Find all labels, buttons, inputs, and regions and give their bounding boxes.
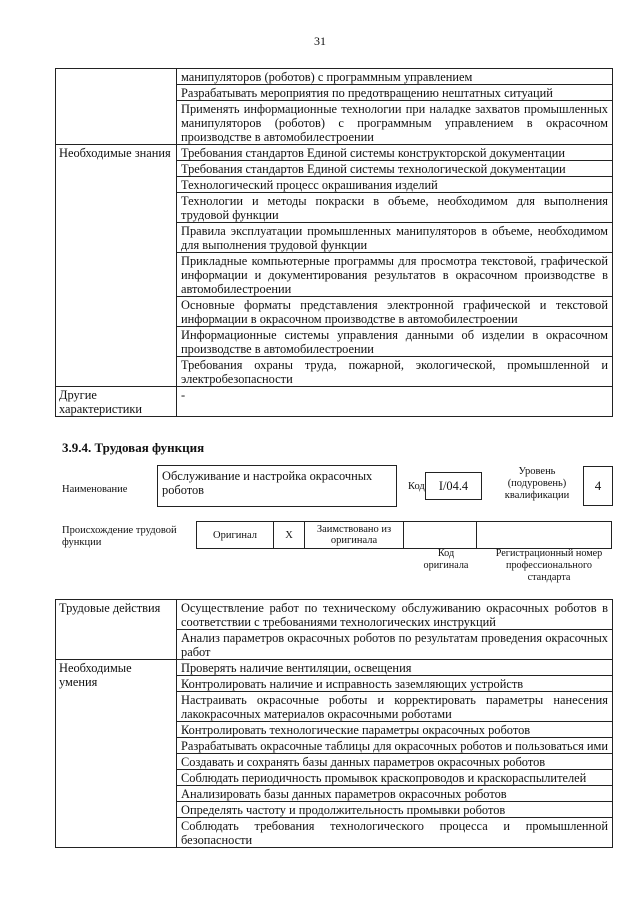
table-cell: Контролировать наличие и исправность заземляющих устройств: [177, 676, 613, 692]
table-cell: Требования стандартов Единой системы конструкторской документации: [177, 145, 613, 161]
table-cell: Осуществление работ по техническому обслуживанию окрасочных роботов в соответствии с требованиями технологических инструкций: [177, 600, 613, 630]
section-heading: 3.9.4. Трудовая функция: [62, 440, 205, 455]
level-value-box: 4: [583, 466, 613, 506]
table-cell: Проверять наличие вентиляции, освещения: [177, 660, 613, 676]
page-number: 31: [314, 34, 326, 48]
knowledge-table: [55, 68, 613, 417]
row-label-other: Другие характеристики: [56, 387, 177, 417]
row-label-skills: Необходимые умения: [56, 660, 177, 848]
table-cell: Прикладные компьютерные программы для просмотра текстовой, графической информации и документирования результатов в окрасочном производстве в автомобилестроении: [177, 253, 613, 297]
table-cell: Определять частоту и продолжительность промывки роботов: [177, 802, 613, 818]
level-label: Уровень (подуровень) квалификации: [504, 466, 570, 501]
table-cell: Разрабатывать мероприятия по предотвращению нештатных ситуаций: [177, 85, 613, 101]
borrowed-label: Заимствовано из оригинала: [305, 522, 404, 549]
row-label-knowledge: Необходимые знания: [56, 145, 177, 387]
table-cell: Соблюдать требования технологического процесса и промышленной безопасности: [177, 818, 613, 848]
function-name-box: Обслуживание и настройка окрасочных роботов: [157, 465, 397, 507]
table-row: [56, 600, 613, 630]
table-cell: -: [177, 387, 613, 417]
row-label: [56, 69, 177, 145]
original-label: Оригинал: [197, 522, 274, 549]
reg-number-cell: [477, 522, 612, 549]
table-cell: Информационные системы управления данными об изделии в окрасочном производстве в автомобилестроении: [177, 327, 613, 357]
name-label: Наименование: [62, 484, 128, 495]
row-label-actions: Трудовые действия: [56, 600, 177, 660]
reg-number-caption: Регистрационный номер профессионального стандарта: [495, 548, 603, 583]
actions-skills-table: [55, 599, 613, 848]
table-cell: Применять информационные технологии при наладке захватов промышленных манипуляторов (роботов) с программным управлением в окрасочном производстве в автомобилестроении: [177, 101, 613, 145]
table-cell: Настраивать окрасочные роботы и корректировать параметры нанесения лакокрасочных материалов окрасочными роботами: [177, 692, 613, 722]
table-cell: Технологии и методы покраски в объеме, необходимом для выполнения трудовой функции: [177, 193, 613, 223]
original-code-cell: [404, 522, 477, 549]
table-cell: Разрабатывать окрасочные таблицы для окрасочных роботов и пользоваться ими: [177, 738, 613, 754]
function-code-box: I/04.4: [425, 472, 482, 500]
code-label: Код: [408, 481, 425, 492]
table-row: [56, 660, 613, 676]
table-cell: манипуляторов (роботов) с программным управлением: [177, 69, 613, 85]
table-row: [56, 69, 613, 85]
table-cell: Анализ параметров окрасочных роботов по результатам проведения окрасочных работ: [177, 630, 613, 660]
origin-table: [196, 521, 612, 549]
table-cell: Контролировать технологические параметры окрасочных роботов: [177, 722, 613, 738]
table-cell: Правила эксплуатации промышленных манипуляторов в объеме, необходимом для выполнения трудовой функции: [177, 223, 613, 253]
original-mark: X: [274, 522, 305, 549]
origin-label: Происхождение трудовой функции: [62, 525, 177, 548]
code-original-caption: Код оригинала: [423, 548, 469, 571]
table-cell: Создавать и сохранять базы данных параметров окрасочных роботов: [177, 754, 613, 770]
table-cell: Технологический процесс окрашивания изделий: [177, 177, 613, 193]
table-row: [56, 387, 613, 417]
table-cell: Требования стандартов Единой системы технологической документации: [177, 161, 613, 177]
table-cell: Основные форматы представления электронной графической и текстовой информации в окрасочном производстве в автомобилестроении: [177, 297, 613, 327]
table-cell: Соблюдать периодичность промывок краскопроводов и краскораспылителей: [177, 770, 613, 786]
table-cell: Требования охраны труда, пожарной, экологической, промышленной и электробезопасности: [177, 357, 613, 387]
table-row: [56, 145, 613, 161]
table-cell: Анализировать базы данных параметров окрасочных роботов: [177, 786, 613, 802]
